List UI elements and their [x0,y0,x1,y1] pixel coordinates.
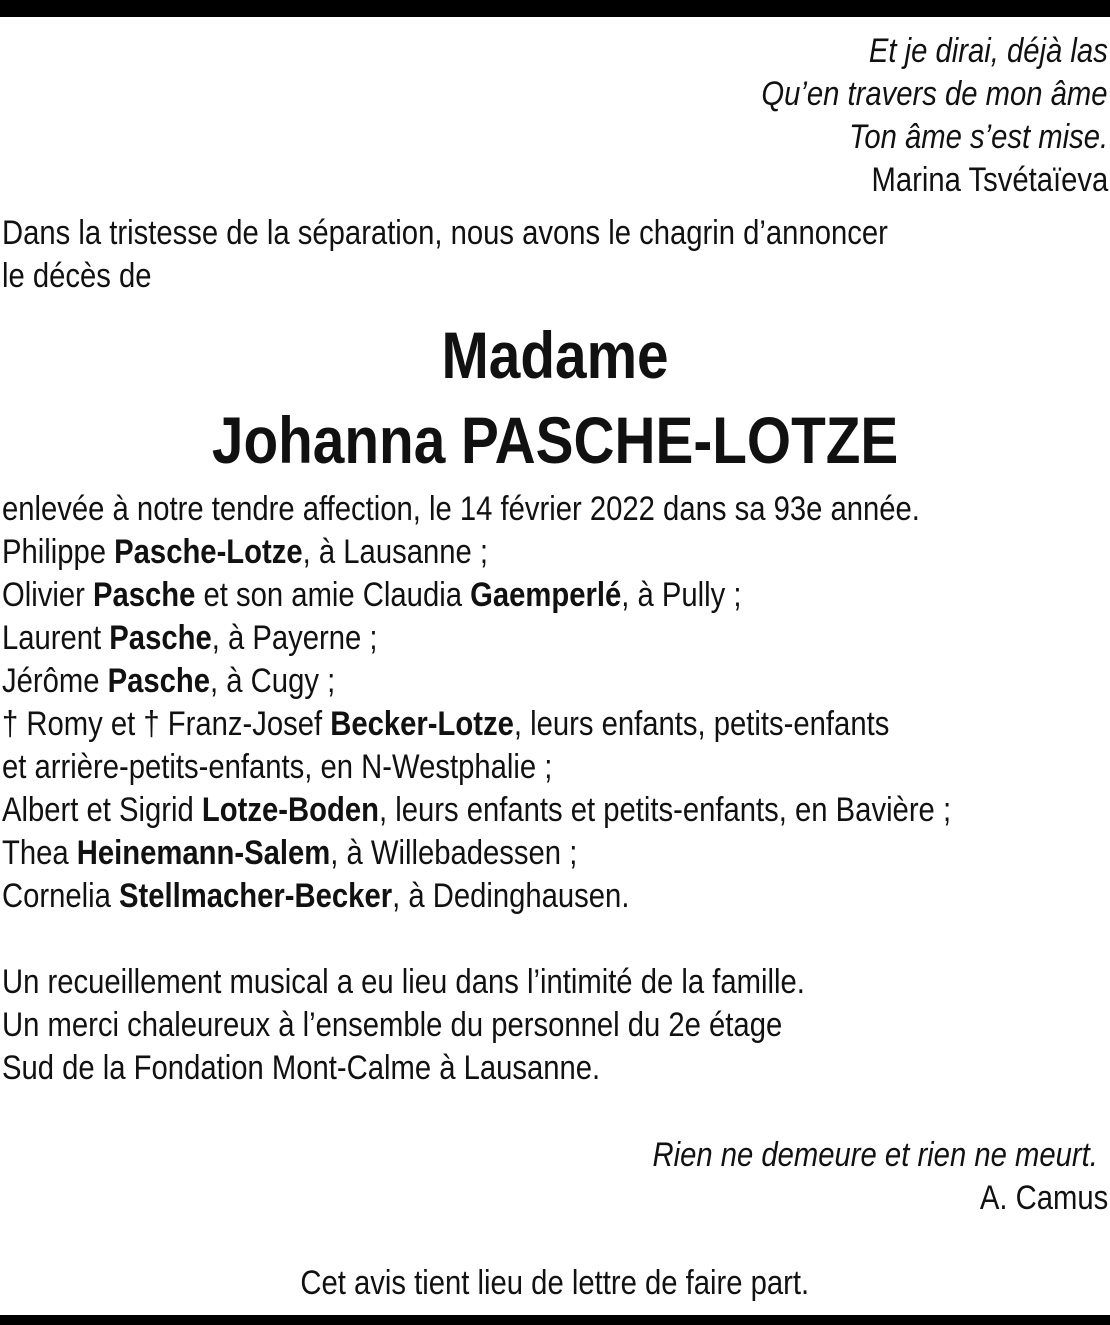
mourner-surname: Pasche [109,619,212,657]
mourner-text: , leurs enfants, petits-enfants [513,705,890,743]
mourner-text: Albert et Sigrid [2,791,202,829]
mourner-line [2,746,552,789]
epigraph-line: Qu’en travers de mon âme [761,75,1108,113]
mourner-line [2,703,889,746]
mourner-surname: Gaemperlé [470,576,622,614]
mourner-line [2,574,742,617]
paragraph-gap [2,918,1110,961]
footer-note [0,1262,1110,1305]
mourner-surname: Pasche-Lotze [114,533,303,571]
mourner-text: , leurs enfants et petits-enfants, en Bavière ; [378,791,952,829]
mourner-text: Philippe [2,533,115,571]
mourner-surname: Lotze-Boden [201,791,379,829]
footer-text: Cet avis tient lieu de lettre de faire part. [300,1264,810,1302]
mourner-line [2,789,951,832]
mourner-text: Olivier [2,576,93,614]
mourner-surname: Pasche [92,576,196,614]
mourner-text: Thea [2,834,77,872]
mourner-line [2,531,488,574]
deceased-name: Johanna PASCHE-LOTZE [211,403,899,477]
mourner-text: , à Dedinghausen. [392,877,630,915]
mourner-surname: Pasche [107,662,211,700]
epigraph-line: Et je dirai, déjà las [869,32,1108,70]
intro-paragraph [2,212,1102,298]
mourner-line [2,660,335,703]
mourner-text: Laurent [2,619,110,657]
mourner-line [2,832,577,875]
mourner-text: , à Willebadessen ; [330,834,578,872]
intro-line: le décès de [2,257,152,295]
mourner-surname: Stellmacher-Becker [119,877,393,915]
notice-body [2,488,1110,1090]
epigraph-author: Marina Tsvétaïeva [871,161,1108,199]
closing-quote [580,1134,1108,1220]
mourner-surname: Heinemann-Salem [76,834,331,872]
closing-line: Un recueillement musical a eu lieu dans l’intimité de la famille. [2,963,805,1001]
mourner-text: Cornelia [2,877,120,915]
epigraph [705,30,1108,202]
mourner-text: et arrière-petits-enfants, en N-Westphalie ; [2,748,553,786]
mourner-text: , à Payerne ; [211,619,378,657]
top-rule [0,0,1110,17]
epigraph-line: Ton âme s’est mise. [849,118,1108,156]
mourner-line [2,617,378,660]
closing-line: Un merci chaleureux à l’ensemble du personnel du 2e étage [2,1006,783,1044]
quote-author: A. Camus [979,1179,1108,1217]
mourner-text: , à Lausanne ; [302,533,489,571]
quote-text: Rien ne demeure et rien ne meurt. [652,1136,1098,1174]
deceased-heading [0,313,1110,483]
mourner-text: et son amie Claudia [195,576,471,614]
deceased-title: Madame [441,318,669,392]
mourner-text: † Romy et † Franz-Josef [2,705,331,743]
closing-line: Sud de la Fondation Mont-Calme à Lausanne. [2,1049,601,1087]
mourner-text: , à Pully ; [621,576,742,614]
mourner-surname: Becker-Lotze [330,705,514,743]
mourner-line [2,875,629,918]
intro-line: Dans la tristesse de la séparation, nous avons le chagrin d’annoncer [2,214,888,252]
mourner-text: Jérôme [2,662,108,700]
mourner-text: , à Cugy ; [210,662,336,700]
announcement-line: enlevée à notre tendre affection, le 14 février 2022 dans sa 93e année. [2,490,920,528]
bottom-rule [0,1315,1110,1325]
